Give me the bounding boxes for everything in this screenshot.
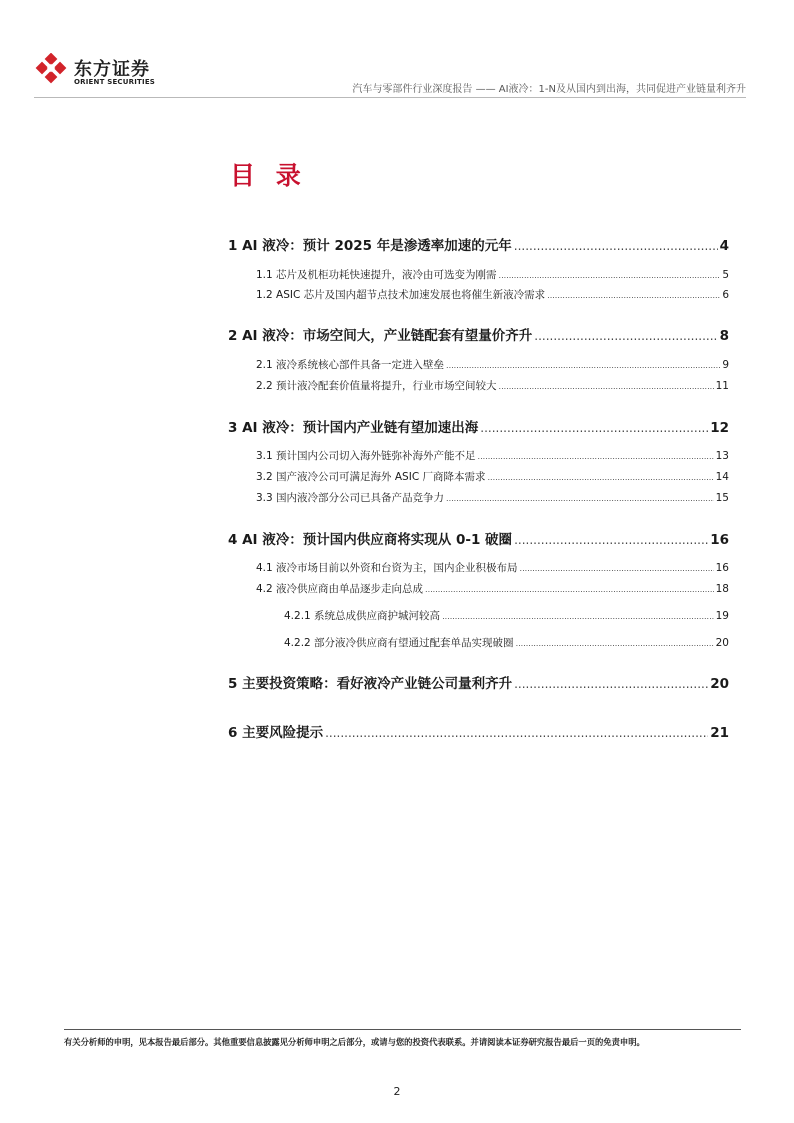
footer-divider	[64, 1029, 741, 1030]
toc-entry-title: 2 AI 液冷：市场空间大，产业链配套有望量价齐升	[228, 328, 533, 344]
toc-entry-page: 18	[715, 583, 729, 595]
toc-entry-page: 9	[722, 359, 729, 371]
toc-leader	[425, 585, 714, 594]
toc-leader	[478, 452, 714, 461]
toc-heading: 目 录	[230, 161, 307, 190]
toc-entry-title: 3.3 国内液冷部分公司已具备产品竞争力	[256, 492, 445, 504]
toc-entry[interactable]	[256, 560, 729, 575]
page-header	[34, 50, 746, 100]
toc-entry-title: 4.2 液冷供应商由单品逐步走向总成	[256, 583, 424, 595]
toc-leader	[516, 639, 714, 648]
toc-entry-title: 3.2 国产液冷公司可满足海外 ASIC 厂商降本需求	[256, 471, 486, 483]
toc-entry-title: 1.1 芯片及机柜功耗快速提升，液冷由可选变为刚需	[256, 269, 497, 281]
toc-leader	[488, 473, 714, 482]
toc-entry[interactable]	[228, 721, 729, 741]
toc-entry-title: 4.2.1 系统总成供应商护城河较高	[284, 610, 441, 622]
toc-entry-page: 16	[710, 532, 729, 548]
company-logo	[34, 50, 174, 90]
toc-entry[interactable]	[256, 357, 729, 372]
toc-leader	[325, 726, 708, 740]
toc-leader	[442, 612, 714, 621]
toc-leader	[547, 291, 720, 300]
toc-entry[interactable]	[228, 416, 729, 436]
toc-entry-title: 6 主要风险提示	[228, 725, 324, 741]
toc-entry[interactable]	[256, 581, 729, 596]
logo-english-name: ORIENT SECURITIES	[74, 78, 156, 86]
toc-entry-page: 20	[715, 637, 729, 649]
toc-entry-title: 1 AI 液冷：预计 2025 年是渗透率加速的元年	[228, 238, 512, 254]
toc-entry-title: 4.2.2 部分液冷供应商有望通过配套单品实现破圈	[284, 637, 514, 649]
toc-leader	[499, 271, 721, 280]
toc-leader	[534, 329, 717, 343]
toc-entry-page: 6	[722, 289, 729, 301]
toc-entry-page: 20	[710, 676, 729, 692]
toc-entry-page: 21	[710, 725, 729, 741]
header-divider	[34, 97, 746, 98]
orient-securities-logo-icon	[34, 53, 68, 87]
toc-entry-page: 14	[715, 471, 729, 483]
toc-entry-page: 12	[710, 420, 729, 436]
toc-leader	[520, 564, 714, 573]
toc-entry-title: 2.2 预计液冷配套价值量将提升，行业市场空间较大	[256, 380, 497, 392]
page-number: 2	[393, 1085, 401, 1098]
toc-entry[interactable]	[256, 267, 729, 282]
toc-leader	[499, 382, 714, 391]
toc-entry-title: 4.1 液冷市场目前以外资和台资为主，国内企业积极布局	[256, 562, 518, 574]
toc-entry-page: 4	[719, 238, 729, 254]
toc-entry[interactable]	[256, 378, 729, 393]
toc-leader	[514, 533, 708, 547]
logo-chinese-name: 东方证券	[74, 59, 150, 80]
toc-entry[interactable]	[284, 608, 729, 623]
toc-entry-page: 8	[719, 328, 729, 344]
toc-leader	[514, 677, 708, 691]
toc-entry-page: 13	[715, 450, 729, 462]
toc-entry-page: 11	[715, 380, 729, 392]
toc-entry-page: 15	[715, 492, 729, 504]
toc-leader	[446, 361, 720, 370]
toc-entry-title: 3.1 预计国内公司切入海外链弥补海外产能不足	[256, 450, 476, 462]
toc-entry-title: 3 AI 液冷：预计国内产业链有望加速出海	[228, 420, 479, 436]
analyst-disclaimer: 有关分析师的申明，见本报告最后部分。其他重要信息披露见分析师申明之后部分，或请与您的投资代表联系。并请阅读本证券研究报告最后一页的免责申明。	[64, 1037, 645, 1047]
toc-entry-title: 2.1 液冷系统核心部件具备一定进入壁垒	[256, 359, 445, 371]
toc-entry-page: 16	[715, 562, 729, 574]
toc-entry[interactable]	[228, 528, 729, 548]
toc-leader	[480, 421, 708, 435]
toc-entry[interactable]	[256, 490, 729, 505]
toc-entry[interactable]	[256, 287, 729, 302]
toc-entry-page: 19	[715, 610, 729, 622]
report-title: 汽车与零部件行业深度报告 —— AI液冷：1-N及从国内到出海，共同促进产业链量利齐升	[352, 84, 746, 95]
toc-entry[interactable]	[228, 672, 729, 692]
toc-entry[interactable]	[228, 324, 729, 344]
toc-entry-title: 1.2 ASIC 芯片及国内超节点技术加速发展也将催生新液冷需求	[256, 289, 546, 301]
toc-entry-page: 5	[722, 269, 729, 281]
toc-leader	[446, 494, 714, 503]
toc-entry[interactable]	[256, 448, 729, 463]
toc-entry-title: 4 AI 液冷：预计国内供应商将实现从 0-1 破圈	[228, 532, 513, 548]
toc-entry[interactable]	[284, 635, 729, 650]
toc-entry[interactable]	[228, 234, 729, 254]
toc-leader	[514, 239, 718, 253]
toc-entry[interactable]	[256, 469, 729, 484]
toc-entry-title: 5 主要投资策略：看好液冷产业链公司量利齐升	[228, 676, 513, 692]
